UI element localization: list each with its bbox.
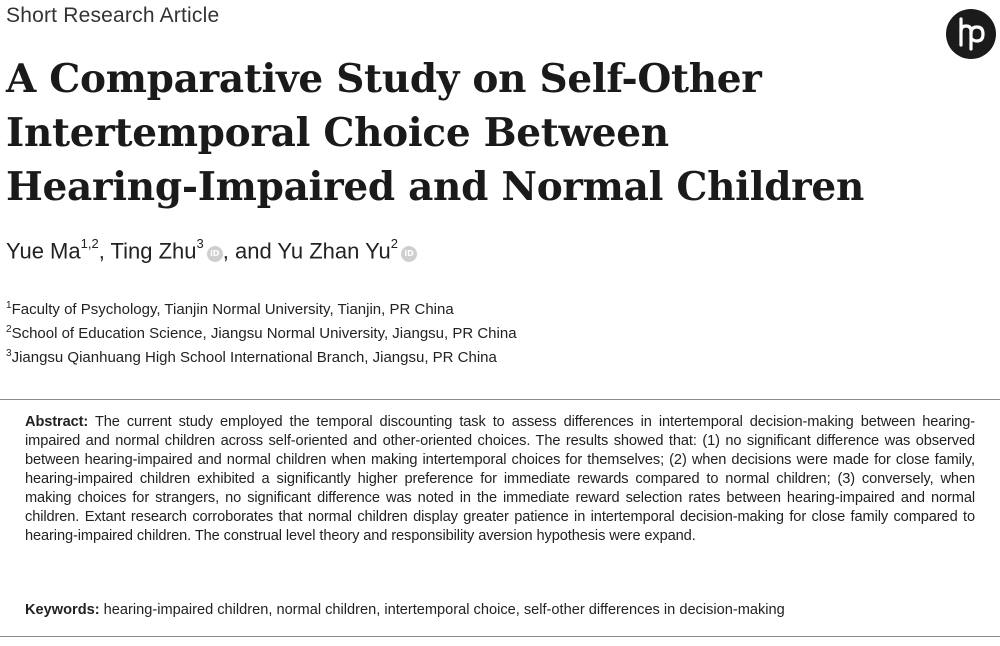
affiliation-item (6, 344, 517, 368)
author-name[interactable]: Yu Zhan Yu (277, 238, 391, 264)
orcid-icon[interactable]: iD (401, 246, 417, 262)
keywords-label: Keywords: (25, 602, 100, 618)
author-affil-marker: 2 (390, 236, 399, 251)
title-line: Hearing-Impaired and Normal Children (6, 164, 864, 210)
abstract-paragraph (25, 413, 975, 546)
author-name[interactable]: Yue Ma (6, 238, 81, 264)
abstract-text: The current study employed the temporal discounting task to assess differences in intertemporal decision-making between hearing-impaired and normal children across self-oriented and other-oriented choices. The results showed that: (1) no significant difference was observed between hearing-impaired and normal children when making intertemporal choices for themselves; (2) when decisions were made for close family, hearing-impaired children exhibited a significantly higher preference for immediate rewards compared to normal children; (3) conversely, when making choices for strangers, no significant difference was noted in the immediate reward selection rates between hearing-impaired and normal children. Extant research corroborates that normal children display greater patience in intertemporal decision-making for close family compared to hearing-impaired children. The construal level theory and responsibility aversion hypothesis were expand. (25, 414, 975, 544)
divider-bottom (0, 636, 1000, 637)
abstract-label: Abstract: (25, 414, 89, 430)
keywords-text: hearing-impaired children, normal children, intertemporal choice, self-other differences in decision-making (103, 602, 785, 618)
author-separator: , and (222, 238, 278, 264)
article-type-label: Short Research Article (6, 4, 220, 27)
author-affil-marker: 1,2 (80, 236, 99, 251)
keywords-line (25, 602, 985, 618)
title-line: Intertemporal Choice Between (6, 110, 669, 156)
author-name[interactable]: Ting Zhu (110, 238, 197, 264)
title-line: A Comparative Study on Self-Other (6, 56, 762, 102)
author-list (6, 238, 417, 264)
divider-top (0, 399, 1000, 400)
affiliation-marker: 1 (6, 300, 12, 311)
affiliation-marker: 2 (6, 324, 12, 335)
affiliation-text: School of Education Science, Jiangsu Normal University, Jiangsu, PR China (11, 325, 517, 342)
article-title (6, 52, 906, 214)
affiliation-list (6, 296, 517, 368)
author-separator: , (98, 238, 111, 264)
affiliation-marker: 3 (6, 348, 12, 359)
orcid-icon[interactable]: iD (207, 246, 223, 262)
affiliation-text: Jiangsu Qianhuang High School International Branch, Jiangsu, PR China (11, 349, 497, 366)
publisher-logo[interactable] (946, 9, 996, 59)
affiliation-item (6, 296, 517, 320)
affiliation-item (6, 320, 517, 344)
author-affil-marker: 3 (196, 236, 204, 251)
affiliation-text: Faculty of Psychology, Tianjin Normal University, Tianjin, PR China (11, 301, 454, 318)
